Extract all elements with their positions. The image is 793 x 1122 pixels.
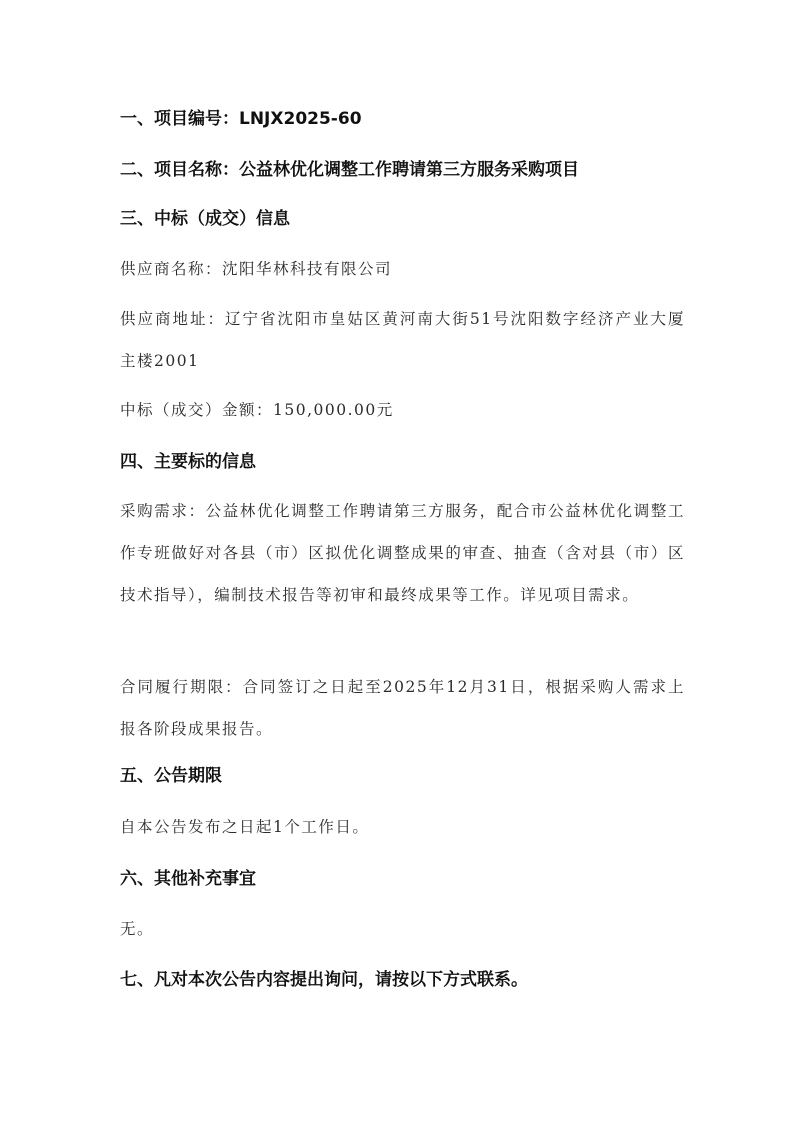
section-4-heading: 四、主要标的信息 xyxy=(120,452,256,472)
contract-period: 合同履行期限：合同签订之日起至2025年12月31日，根据采购人需求上报各阶段成果报告。 xyxy=(120,678,685,738)
supplier-address: 供应商地址：辽宁省沈阳市皇姑区黄河南大街51号沈阳数字经济产业大厦主楼2001 xyxy=(120,310,685,370)
section-7-heading: 七、凡对本次公告内容提出询问，请按以下方式联系。 xyxy=(120,970,528,990)
section-2-heading: 二、项目名称：公益林优化调整工作聘请第三方服务采购项目 xyxy=(120,160,579,180)
award-amount: 中标（成交）金额：150,000.00元 xyxy=(120,401,394,419)
section-1-heading: 一、项目编号：LNJX2025-60 xyxy=(120,109,362,129)
announcement-period: 自本公告发布之日起1个工作日。 xyxy=(120,818,370,836)
procurement-requirement: 采购需求：公益林优化调整工作聘请第三方服务，配合市公益林优化调整工作专班做好对各县（市）区拟优化调整成果的审查、抽查（含对县（市）区技术指导），编制技术报告等初审和最终成果等工作。详见项目需求。 xyxy=(120,502,685,604)
section-5-heading: 五、公告期限 xyxy=(120,766,222,786)
supplier-name: 供应商名称：沈阳华林科技有限公司 xyxy=(120,260,393,278)
section-6-heading: 六、其他补充事宜 xyxy=(120,869,256,889)
other-matters: 无。 xyxy=(120,920,155,938)
section-3-heading: 三、中标（成交）信息 xyxy=(120,209,290,229)
